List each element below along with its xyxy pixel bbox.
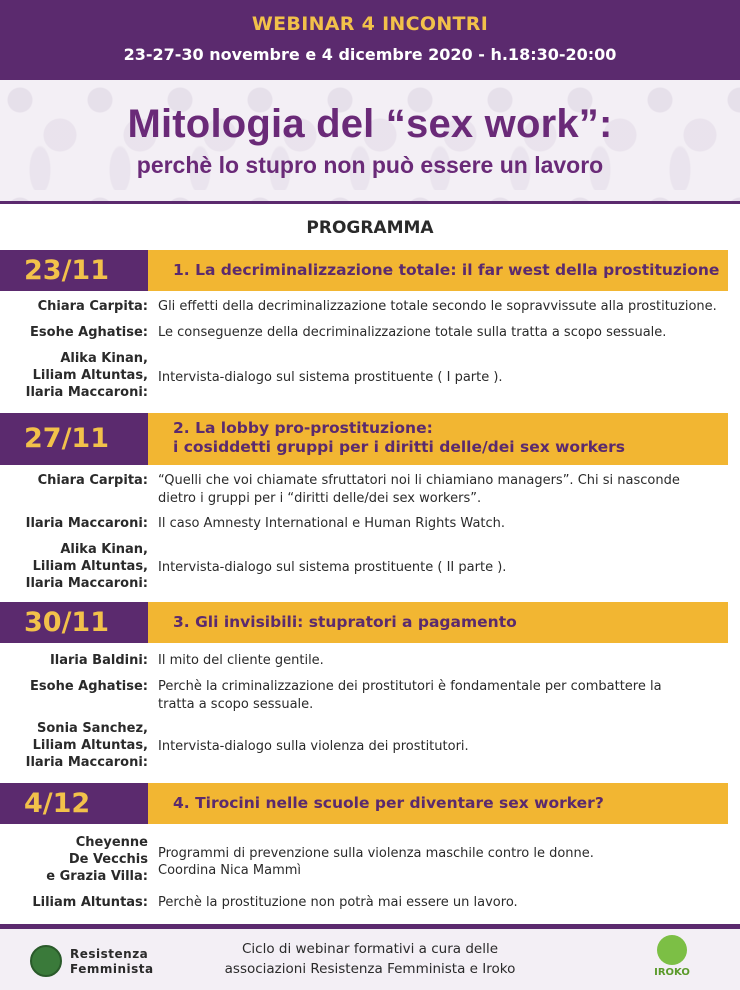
talk-description: Intervista-dialogo sul sistema prostituente ( II parte ). xyxy=(158,560,507,575)
speaker: Alika Kinan, xyxy=(60,351,148,366)
program-heading: PROGRAMMA xyxy=(306,218,434,238)
speaker: Liliam Altuntas, xyxy=(32,559,148,574)
webinar-dates: 23-27-30 novembre e 4 dicembre 2020 - h.18:30-20:00 xyxy=(123,45,617,64)
speaker: Ilaria Maccaroni: xyxy=(25,755,148,770)
talk-description: dietro i gruppi per i “diritti delle/dei sex workers”. xyxy=(158,491,482,506)
section-header xyxy=(0,602,740,643)
talk-description: Perchè la prostituzione non potrà mai essere un lavoro. xyxy=(158,895,518,910)
talk-description: “Quelli che voi chiamate sfruttatori noi li chiamiano managers”. Chi si nasconde xyxy=(158,473,680,488)
talk-description: Il caso Amnesty International e Human Rights Watch. xyxy=(158,516,506,531)
globe-logo-icon xyxy=(30,945,62,977)
talk-description: Intervista-dialogo sulla violenza dei prostitutori. xyxy=(158,739,469,754)
logo-text: IROKO xyxy=(654,967,690,978)
speaker: Liliam Altuntas, xyxy=(32,738,148,753)
logo-text: Femminista xyxy=(70,962,154,976)
section-header xyxy=(0,250,740,291)
section-header xyxy=(0,783,740,824)
talk-description: Gli effetti della decriminalizzazione totale secondo le sopravvissute alla prostituzione. xyxy=(158,299,717,314)
section-title: 4. Tirocini nelle scuole per diventare sex worker? xyxy=(148,783,728,824)
speaker: Chiara Carpita: xyxy=(37,299,148,314)
talk-description: Perchè la criminalizzazione dei prostitutori è fondamentale per combattere la xyxy=(158,679,662,694)
subtitle: perchè lo stupro non può essere un lavoro xyxy=(136,152,604,178)
section-23-11 xyxy=(0,250,740,291)
section-30-11 xyxy=(0,602,740,643)
section-27-11 xyxy=(0,413,740,465)
iroko-leaf-logo-icon xyxy=(657,935,687,965)
iroko-logo xyxy=(650,935,694,985)
webinar-title: WEBINAR 4 INCONTRI xyxy=(251,13,489,35)
section-4-12 xyxy=(0,783,740,824)
speaker: Cheyenne xyxy=(75,835,148,850)
main-title: Mitologia del “sex work”: xyxy=(127,102,613,146)
hero-title-block xyxy=(0,80,740,204)
section-title: 3. Gli invisibili: stupratori a pagamento xyxy=(148,602,728,643)
speaker: Liliam Altuntas, xyxy=(32,368,148,383)
speaker: Chiara Carpita: xyxy=(37,473,148,488)
speaker: Ilaria Baldini: xyxy=(49,653,148,668)
section-title-line: i cosiddetti gruppi per i diritti delle/dei sex workers xyxy=(173,438,625,456)
speaker: De Vecchis xyxy=(68,852,148,867)
speaker: Liliam Altuntas: xyxy=(32,895,148,910)
footer xyxy=(0,929,740,990)
speaker: e Grazia Villa: xyxy=(46,869,148,884)
section-title: 1. La decriminalizzazione totale: il far west della prostituzione xyxy=(148,250,728,291)
talk-description: Le conseguenze della decriminalizzazione totale sulla tratta a scopo sessuale. xyxy=(158,325,667,340)
resistenza-femminista-logo xyxy=(30,943,165,979)
talk-description: Coordina Nica Mammì xyxy=(158,863,302,878)
section-title xyxy=(148,413,728,465)
speaker: Esohe Aghatise: xyxy=(30,679,148,694)
footer-text: associazioni Resistenza Femminista e Iroko xyxy=(224,961,516,977)
header-banner xyxy=(0,0,740,80)
speaker: Esohe Aghatise: xyxy=(30,325,148,340)
section-date: 30/11 xyxy=(0,602,148,643)
logo-text: Resistenza xyxy=(70,947,149,961)
talk-description: Il mito del cliente gentile. xyxy=(158,653,324,668)
talk-description: tratta a scopo sessuale. xyxy=(158,697,314,712)
footer-text: Ciclo di webinar formativi a cura delle xyxy=(241,941,498,957)
section-header xyxy=(0,413,740,465)
section-date: 4/12 xyxy=(0,783,148,824)
speaker: Ilaria Maccaroni: xyxy=(25,385,148,400)
talk-description: Programmi di prevenzione sulla violenza maschile contro le donne. xyxy=(158,846,594,861)
speaker: Ilaria Maccaroni: xyxy=(25,576,148,591)
talk-description: Intervista-dialogo sul sistema prostituente ( I parte ). xyxy=(158,370,503,385)
section-date: 27/11 xyxy=(0,413,148,465)
section-title-line: 2. La lobby pro-prostituzione: xyxy=(173,419,433,437)
speaker: Alika Kinan, xyxy=(60,542,148,557)
section-date: 23/11 xyxy=(0,250,148,291)
speaker: Sonia Sanchez, xyxy=(37,721,148,736)
speaker: Ilaria Maccaroni: xyxy=(25,516,148,531)
